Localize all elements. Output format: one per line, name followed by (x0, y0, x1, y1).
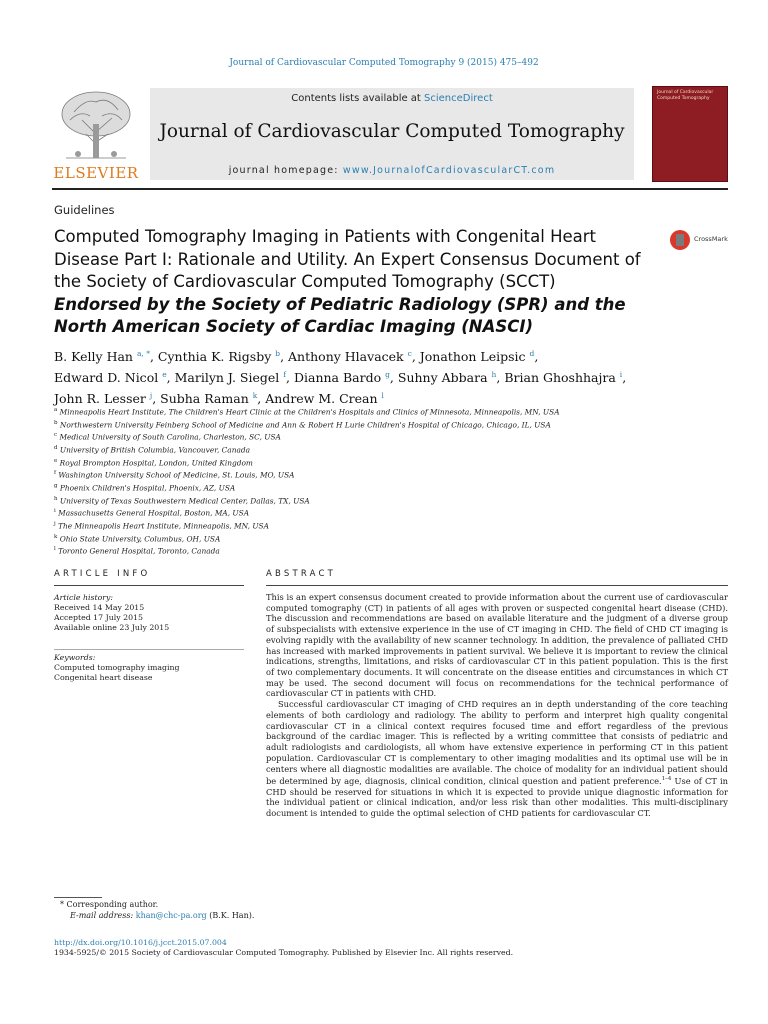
keywords-block (54, 653, 244, 683)
author-name[interactable]: Cynthia K. Rigsby (157, 349, 272, 365)
affiliation-key: g (54, 483, 58, 490)
author-name[interactable]: Suhny Abbara (397, 370, 488, 386)
abstract-paragraph-2 (266, 699, 728, 819)
author-name[interactable]: Dianna Bardo (293, 370, 382, 386)
homepage-prefix: journal homepage: (228, 165, 343, 176)
author-affiliation-marker[interactable]: i (619, 370, 623, 380)
author-name[interactable]: Andrew M. Crean (265, 391, 378, 407)
affiliation-text: Ohio State University, Columbus, OH, USA (59, 534, 221, 544)
crossmark-label: CrossMark (694, 235, 728, 243)
elsevier-logo (52, 88, 140, 182)
contents-line (150, 93, 634, 104)
keywords-label: Keywords: (54, 653, 96, 662)
abstract-heading: ABSTRACT (266, 569, 337, 579)
article-info-divider (54, 585, 244, 586)
doi-link[interactable]: http://dx.doi.org/10.1016/j.jcct.2015.07.004 (54, 938, 227, 947)
abstract-paragraph-1: This is an expert consensus document created to provide information about the current use of cardiovascular computed tomography (CT) in patients of all ages with proven or suspected congenital heart disease (CHD). The discussion and recommendations are based on available literature and the judgment of a diverse group of subspecialists with extensive experience in the use of CT imaging in CHD. The field of CHD CT imaging is evolving rapidly with the availability of new scanner technology. In addition, the prevalence of palliated CHD has increased with marked improvements in patient survival. We believe it is important to review the clinical indications, strengths, limitations, and risks of cardiovascular CT in this patient population. This is the first of two complementary documents. It will concentrate on the disease entities and circumstances in which CT may be used. The second document will focus on recommendations for the technical performance of cardiovascular CT in patients with CHD. (266, 592, 728, 699)
publisher-name: ELSEVIER (53, 164, 139, 182)
affiliation-key: d (54, 445, 58, 452)
footnote-divider (54, 897, 102, 898)
author-name[interactable]: Jonathon Leipsic (419, 349, 526, 365)
affiliation-key: i (54, 508, 56, 515)
crossmark-badge[interactable] (670, 228, 730, 252)
accepted-date: Accepted 17 July 2015 (54, 613, 143, 622)
crossmark-icon (670, 230, 690, 250)
article-type-label: Guidelines (54, 203, 115, 217)
journal-title: Journal of Cardiovascular Computed Tomography (159, 121, 625, 142)
email-suffix: (B.K. Han). (206, 910, 255, 920)
affiliation-key: b (54, 419, 58, 426)
tree-icon (56, 88, 136, 164)
reference-citation[interactable]: 1–4 (661, 776, 672, 783)
affiliation-text: Medical University of South Carolina, Charleston, SC, USA (59, 432, 281, 442)
author-name[interactable]: Subha Raman (160, 391, 249, 407)
affiliation-item (54, 506, 654, 519)
journal-citation[interactable]: Journal of Cardiovascular Computed Tomography 9 (2015) 475–492 (229, 58, 539, 68)
received-date: Received 14 May 2015 (54, 603, 145, 612)
affiliation-key: e (54, 457, 58, 464)
affiliation-key: j (54, 521, 56, 528)
affiliation-text: Massachusetts General Hospital, Boston, MA, USA (58, 508, 250, 518)
affiliation-item (54, 443, 654, 456)
journal-homepage-line (150, 165, 634, 176)
affiliation-text: University of British Columbia, Vancouver, Canada (59, 445, 251, 455)
author-affiliation-marker[interactable]: c (407, 349, 412, 358)
author-affiliation-marker[interactable]: g (385, 370, 390, 380)
journal-cover-thumbnail (652, 86, 728, 182)
keyword-item: Computed tomography imaging (54, 663, 180, 672)
affiliation-key: k (54, 533, 58, 540)
author-affiliation-marker[interactable]: f (283, 370, 287, 380)
keywords-divider (54, 649, 244, 650)
keyword-item: Congenital heart disease (54, 673, 153, 682)
sciencedirect-link[interactable]: ScienceDirect (424, 93, 493, 104)
author-affiliation-marker[interactable]: a, * (136, 349, 150, 358)
author-affiliation-marker[interactable]: l (381, 391, 384, 401)
author-name[interactable]: Edward D. Nicol (54, 370, 159, 386)
header-divider (52, 188, 728, 190)
affiliation-key: a (54, 407, 58, 413)
paper-title (54, 226, 654, 339)
corresponding-author-note: * Corresponding author. (60, 900, 159, 909)
affiliation-item (54, 532, 654, 545)
author-list: B. Kelly Han $^{a, *}$, Cynthia K. Rigsby $^b$, Anthony Hlavacek $^c$, Jonathon Leipsic $^d$, Edward D. Nicol $^e$, Marilyn J. Siegel $^f$, Dianna Bardo $^g$, Suhny Abbara $^h$, Brian Ghoshhajra $^i$, John R. Lesser $^j$, Subha Raman $^k$, Andrew M. Crean $^l$ (54, 349, 627, 407)
affiliation-item (54, 519, 654, 532)
affiliation-item (54, 494, 654, 507)
affiliation-text: Royal Brompton Hospital, London, United Kingdom (59, 458, 253, 468)
affiliation-item (54, 468, 654, 481)
author-affiliation-marker[interactable]: d (529, 349, 535, 358)
affiliation-item (54, 481, 654, 494)
cover-title: Journal of Cardiovascular Computed Tomography (657, 90, 714, 101)
author-name[interactable]: Brian Ghoshhajra (504, 370, 616, 386)
author-name[interactable]: Marilyn J. Siegel (174, 370, 280, 386)
author-affiliation-marker[interactable]: k (252, 391, 258, 401)
contents-prefix: Contents lists available at (291, 93, 425, 104)
affiliation-item (54, 418, 654, 431)
email-line (54, 911, 254, 922)
author-name[interactable]: B. Kelly Han (54, 349, 133, 365)
affiliation-key: c (54, 432, 58, 439)
affiliation-item (54, 405, 654, 418)
online-date: Available online 23 July 2015 (54, 623, 170, 632)
abstract-paragraph-2-text: Successful cardiovascular CT imaging of CHD requires an in depth understanding of the core teaching elements of both cardiology and radiology. The ability to perform and interpret high quality congenital cardiovascular CT in a clinical context requires focused time and effort regardless of the previous background of the cardiac imager. This is reflected by a writing committee that consists of pediatric and adult radiologists and cardiologists, all whom have extensive experience in performing CT in this patient population. Cardiovascular CT is complementary to other imaging modalities and its optimal use will be in centers where all diagnostic modalities are available. The choice of modality for an individual patient should be determined by age, diagnosis, clinical condition, clinical question and patient preference. (266, 699, 728, 786)
author-name[interactable]: John R. Lesser (54, 391, 146, 407)
copyright-line: 1934-5925/© 2015 Society of Cardiovascular Computed Tomography. Published by Elsevier Inc. All rights reserved. (54, 948, 514, 958)
doi-block (54, 938, 513, 958)
affiliation-text: Minneapolis Heart Institute, The Children's Heart Clinic at the Children's Hospitals and Clinics of Minnesota, Minneapolis, MN, USA (59, 407, 560, 417)
affiliation-item (54, 456, 654, 469)
author-affiliation-marker[interactable]: j (149, 391, 153, 401)
affiliation-key: h (54, 495, 58, 502)
article-history (54, 593, 244, 633)
affiliation-text: Toronto General Hospital, Toronto, Canada (58, 546, 220, 556)
affiliation-text: Phoenix Children's Hospital, Phoenix, AZ, USA (59, 483, 236, 493)
paper-title-endorsement: Endorsed by the Society of Pediatric Radiology (SPR) and the North American Society of Cardiac Imaging (NASCI) (54, 294, 626, 336)
affiliation-key: f (54, 470, 57, 477)
affiliation-item (54, 430, 654, 443)
journal-homepage-link[interactable]: www.JournalofCardiovascularCT.com (342, 165, 556, 176)
abstract-body (266, 592, 728, 819)
paper-title-main: Computed Tomography Imaging in Patients with Congenital Heart Disease Part I: Rationale and Utility. An Expert Consensus Document of the Society of Cardiovascular Computed Tomography (SCCT) (54, 227, 641, 291)
affiliation-key: l (54, 546, 56, 553)
abstract-divider (266, 585, 728, 586)
author-name[interactable]: Anthony Hlavacek (288, 349, 404, 365)
article-history-label: Article history: (54, 593, 114, 602)
corresponding-author-footnote (54, 900, 254, 921)
email-label: E-mail address: (70, 910, 136, 920)
affiliation-text: The Minneapolis Heart Institute, Minneapolis, MN, USA (58, 521, 269, 531)
affiliation-item (54, 544, 654, 557)
affiliation-text: University of Texas Southwestern Medical Center, Dallas, TX, USA (59, 496, 310, 506)
author-affiliation-marker[interactable]: h (491, 370, 497, 380)
author-affiliation-marker[interactable]: b (275, 349, 281, 358)
abstract-paragraph-2-text-cont: Use of CT in CHD should be reserved for situations in which it is expected to provide unique diagnostic information for the individual patient or clinical indication, and/or less risk than other modalities. This multi-disciplinary document is intended to guide the optimal selection of CHD patients for cardiovascular CT. (266, 775, 728, 819)
affiliation-list (54, 405, 654, 557)
article-info-heading: ARTICLE INFO (54, 569, 151, 579)
affiliation-text: Northwestern University Feinberg School of Medicine and Ann & Robert H Lurie Children's Hospital of Chicago, Chicago, IL, USA (59, 420, 551, 430)
email-link[interactable]: khan@chc-pa.org (135, 910, 207, 920)
author-affiliation-marker[interactable]: e (162, 370, 167, 380)
affiliation-text: Washington University School of Medicine, St. Louis, MO, USA (58, 470, 295, 480)
